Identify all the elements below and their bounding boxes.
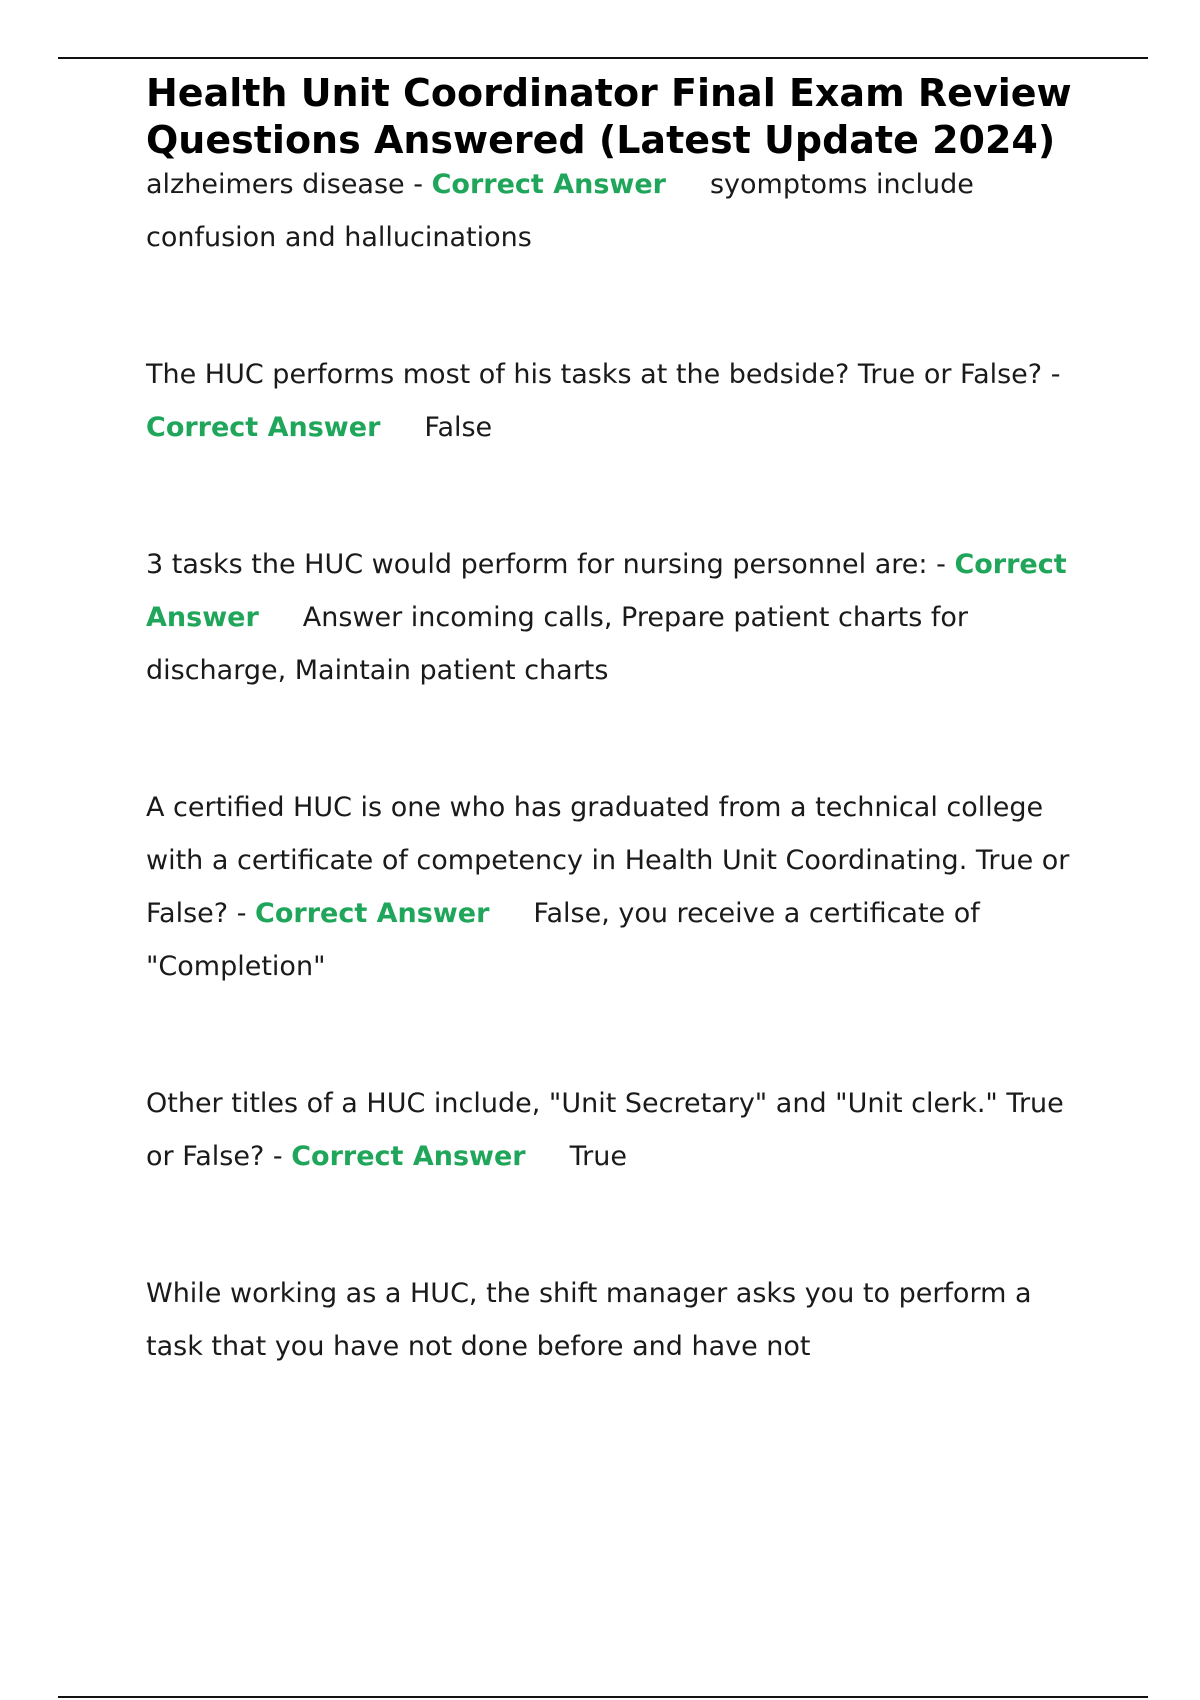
question-text: A certified HUC is one who has graduated from a technical college with a certificate of competency in Health Unit Coordinating. True or False? - [146,792,1070,929]
correct-answer-label: Correct Answer [146,549,1067,633]
question-text: alzheimers disease - [146,169,423,200]
answer-text: False, you receive a certificate of "Completion" [146,898,980,982]
page-title: Health Unit Coordinator Final Exam Review Questions Answered (Latest Update 2024) [146,71,1072,162]
question-text: While working as a HUC, the shift manager asks you to perform a task that you have not done before and have not [146,1278,1032,1362]
qa-item [146,348,1086,454]
qa-item [146,538,1086,697]
question-text: The HUC performs most of his tasks at the bedside? True or False? - [146,359,1061,390]
qa-item [146,781,1086,993]
document-body [146,70,1086,1457]
answer-text: Answer incoming calls, Prepare patient charts for discharge, Maintain patient charts [146,602,968,686]
question-text: Other titles of a HUC include, "Unit Secretary" and "Unit clerk." True or False? - [146,1088,1064,1172]
correct-answer-label: Correct Answer [146,412,381,443]
answer-text: False [424,412,493,443]
top-rule [58,57,1148,59]
correct-answer-label: Correct Answer [255,898,490,929]
correct-answer-label: Correct Answer [291,1141,526,1172]
bottom-rule [58,1696,1148,1698]
qa-item [146,1267,1086,1373]
answer-text: True [569,1141,627,1172]
qa-item [146,1077,1086,1183]
qa-item [146,158,1086,264]
answer-text: syomptoms include confusion and hallucinations [146,169,974,253]
correct-answer-label: Correct Answer [431,169,666,200]
question-text: 3 tasks the HUC would perform for nursing personnel are: - [146,549,946,580]
